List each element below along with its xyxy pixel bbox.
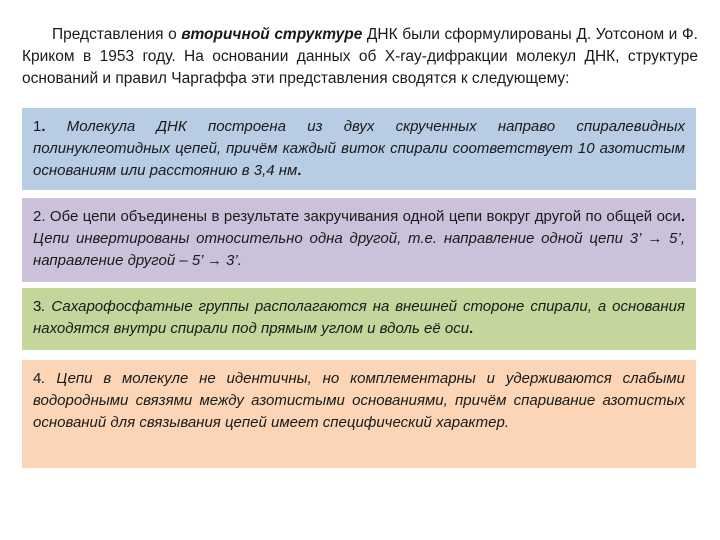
- statement-2-text-italic: Цепи инвертированы относительно одна другой, т.е. направление одной цепи 3’ → 5’, направление другой – 5’ → 3’.: [33, 230, 685, 269]
- statement-1-number: 1: [33, 118, 42, 135]
- statement-box-4: [22, 360, 696, 468]
- statement-2-number: 2: [33, 208, 42, 225]
- statement-box-3: [22, 288, 696, 350]
- statement-1-text: Молекула ДНК построена из двух скрученных направо спиралевидных полинуклеотидных цепей, причём каждый виток спирали соответствует 10 азотистым основаниям или расстоянию в 3,4 нм: [33, 118, 685, 179]
- intro-text-part2: ДНК были сформулированы Д. Уотсоном и Ф. Криком в 1953 году. На основании данных об X-ray-дифракции молекул ДНК, структуре оснований и правил Чаргаффа эти представления сводятся к следующему:: [22, 26, 698, 87]
- statement-3-number: 3: [33, 298, 42, 315]
- intro-emphasis: вторичной структуре: [181, 26, 363, 43]
- statement-box-1: [22, 108, 696, 190]
- statement-4-number: 4: [33, 370, 42, 387]
- statement-2-text: . Обе цепи объединены в результате закручивания одной цепи вокруг другой по общей оси: [41, 208, 681, 225]
- statement-box-2: [22, 198, 696, 282]
- statement-3-text: . Сахарофосфатные группы располагаются на внешней стороне спирали, а основания находятся внутри спирали под прямым углом и вдоль её оси: [33, 298, 685, 337]
- statement-1-end: .: [297, 162, 302, 179]
- statement-1-dot: .: [41, 118, 46, 135]
- statement-4-text: . Цепи в молекуле не идентичны, но комплементарны и удерживаются слабыми водородными связями между азотистыми основаниями, причём спаривание азотистых оснований для связывания цепей имеет специфический характер.: [33, 370, 685, 431]
- statement-3-end: .: [469, 320, 474, 337]
- intro-text-part1: Представления о: [52, 26, 182, 43]
- statement-2-dot: .: [680, 208, 685, 225]
- intro-paragraph: [22, 24, 698, 90]
